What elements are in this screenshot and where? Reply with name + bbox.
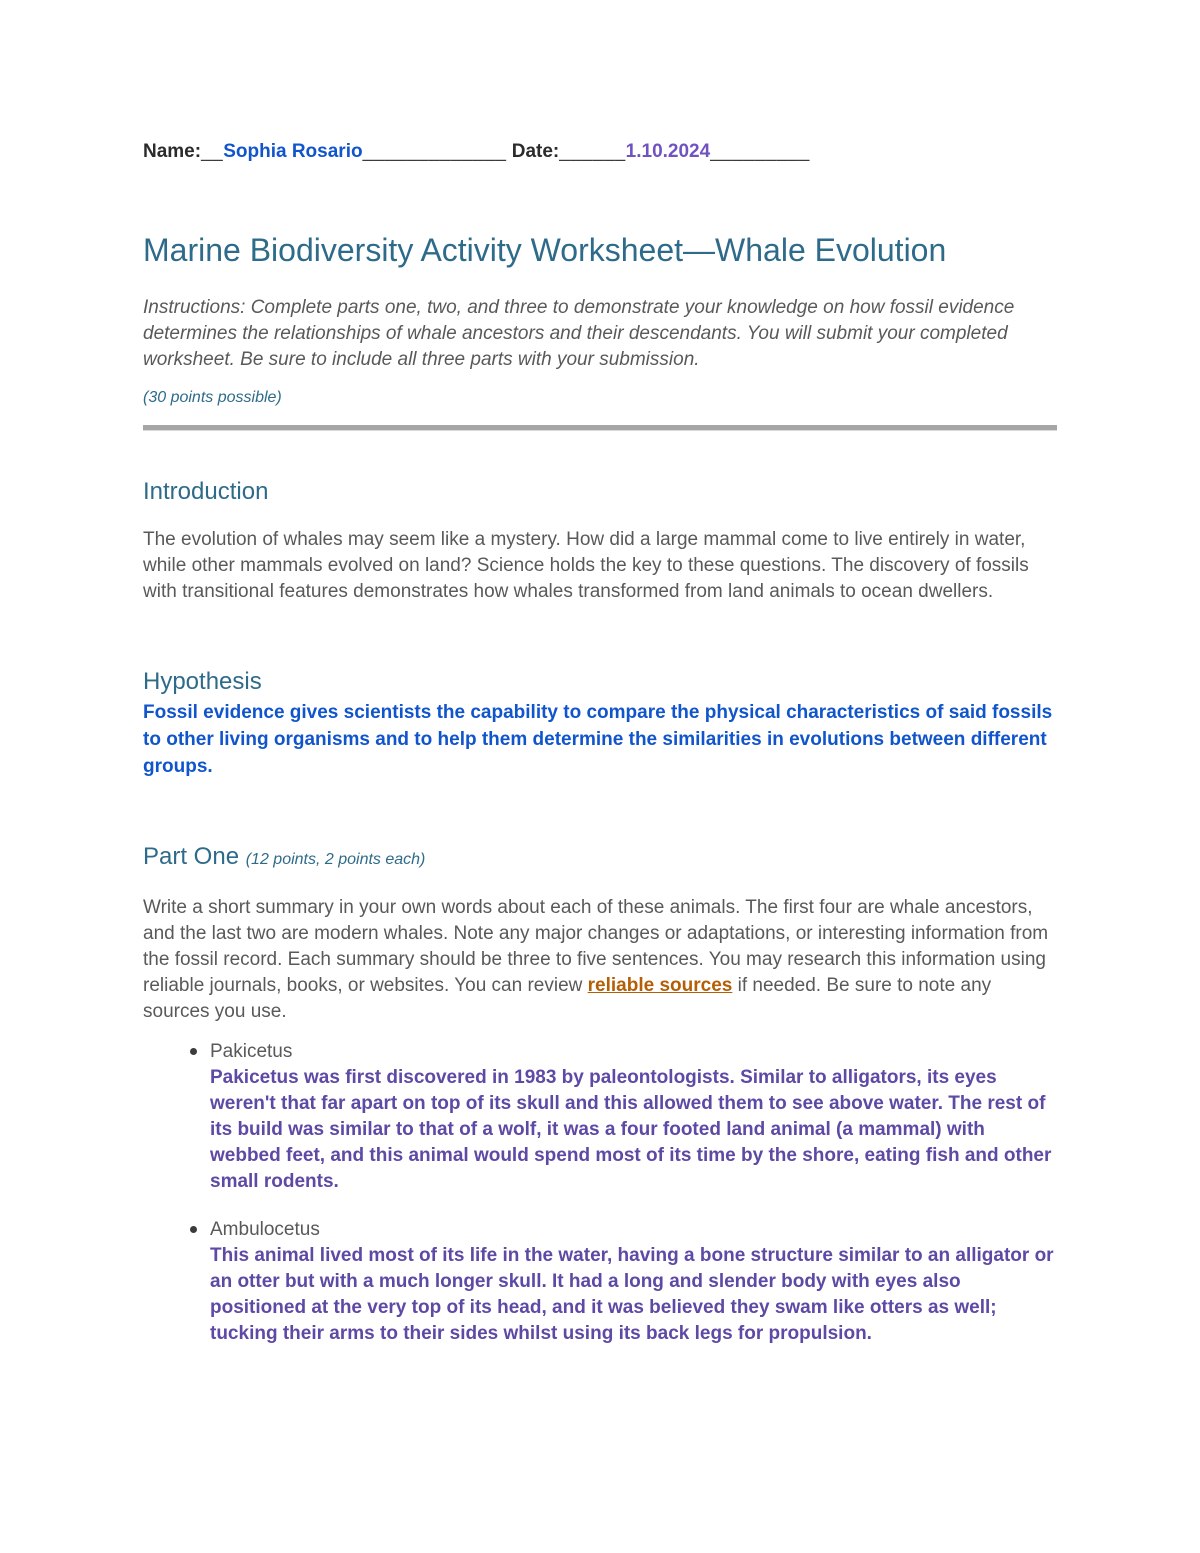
animal-summary-list (143, 1039, 1057, 1347)
animal-name: Pakicetus (210, 1041, 293, 1062)
animal-name: Ambulocetus (210, 1219, 320, 1240)
part-one-heading-label: Part One (143, 843, 240, 870)
horizontal-divider (143, 425, 1057, 431)
date-blank-suffix: _________ (710, 141, 810, 162)
date-value: 1.10.2024 (625, 141, 711, 162)
name-label: Name: (143, 141, 202, 162)
date-blank-prefix: ______ (559, 141, 626, 162)
name-date-line (143, 138, 1057, 165)
list-item-ambulocetus (210, 1217, 1057, 1347)
part-one-body-after-link: if needed. Be sure to note any sources you use. (143, 975, 992, 1022)
name-value: Sophia Rosario (223, 141, 363, 162)
part-one-heading (143, 842, 1057, 875)
hypothesis-heading: Hypothesis (143, 668, 262, 695)
part-one-body (143, 895, 1057, 1025)
list-item-pakicetus (210, 1039, 1057, 1195)
hypothesis-answer: Fossil evidence gives scientists the capability to compare the physical characteristics of said fossils to other living organisms and to help them determine the similarities in evolutions between different groups. (143, 702, 1053, 777)
page-title: Marine Biodiversity Activity Worksheet—Whale Evolution (143, 232, 947, 268)
animal-answer: This animal lived most of its life in the water, having a bone structure similar to an alligator or an otter but with a much longer skull. It had a long and slender body with eyes also positioned at the very top of its head, and it was believed they swam like otters as well; tucking their arms to their sides whilst using its back legs for propulsion. (210, 1245, 1054, 1344)
instructions-text: Instructions: Complete parts one, two, and three to demonstrate your knowledge on how fossil evidence determines the relationships of whale ancestors and their descendants. You will submit your completed worksheet. Be sure to include all three parts with your submission. (143, 297, 1015, 370)
name-blank-prefix: __ (201, 141, 224, 162)
introduction-heading: Introduction (143, 478, 269, 505)
introduction-body: The evolution of whales may seem like a mystery. How did a large mammal come to live entirely in water, while other mammals evolved on land? Science holds the key to these questions. The discovery of fossils with transitional features demonstrates how whales transformed from land animals to ocean dwellers. (143, 529, 1029, 602)
part-one-body-before-link: Write a short summary in your own words about each of these animals. The first four are whale ancestors, and the last two are modern whales. Note any major changes or adaptations, or interesting information from the fossil record. Each summary should be three to five sentences. You may research this information using reliable journals, books, or websites. You can review (143, 897, 1049, 996)
part-one-points-note: (12 points, 2 points each) (245, 851, 426, 868)
bullet-icon (190, 1048, 197, 1055)
animal-answer: Pakicetus was first discovered in 1983 by paleontologists. Similar to alligators, its eyes weren't that far apart on top of its skull and this allowed them to see above water. The rest of its build was similar to that of a wolf, it was a four footed land animal (a mammal) with webbed feet, and this animal would spend most of its time by the shore, eating fish and other small rodents. (210, 1067, 1052, 1192)
name-blank-line: _____________ (362, 141, 507, 162)
points-possible-note: (30 points possible) (143, 389, 282, 406)
date-label: Date: (511, 141, 560, 162)
reliable-sources-link[interactable]: reliable sources (587, 975, 733, 996)
bullet-icon (190, 1226, 197, 1233)
